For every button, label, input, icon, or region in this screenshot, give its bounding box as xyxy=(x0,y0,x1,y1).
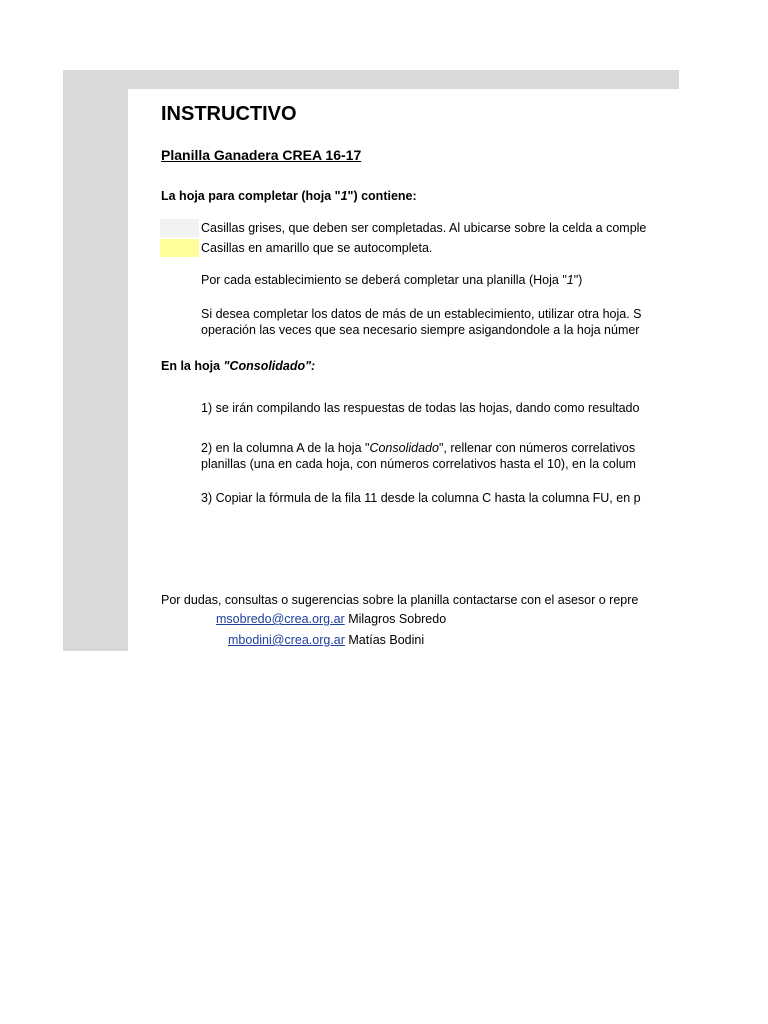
grey-cell-description: Casillas grises, que deben ser completadas. Al ubicarse sobre la celda a comple xyxy=(201,221,647,235)
page-subtitle: Planilla Ganadera CREA 16-17 xyxy=(161,147,362,163)
contact-name-sobredo: Milagros Sobredo xyxy=(344,612,447,626)
multi-establishment-line1: Si desea completar los datos de más de un establecimiento, utilizar otra hoja. S xyxy=(201,307,642,321)
email-link-mbodini[interactable]: mbodini@crea.org.ar xyxy=(228,633,345,647)
multi-establishment-line2: operación las veces que sea necesario siempre asigandondole a la hoja númer xyxy=(201,323,640,337)
yellow-cell-swatch xyxy=(160,239,199,257)
consolidado-item-2: 2) en la columna A de la hoja "Consolidado", rellenar con números correlativos xyxy=(201,441,636,455)
contact-name-bodini: Matías Bodini xyxy=(344,633,425,647)
instructions-page xyxy=(128,89,679,651)
consolidado-item-2-line2: planillas (una en cada hoja, con números correlativos hasta el 10), en la colum xyxy=(201,457,636,471)
contact-row-sobredo xyxy=(216,612,446,626)
hoja-section-heading: La hoja para completar (hoja "1") contiene: xyxy=(161,189,417,203)
per-establishment-note: Por cada establecimiento se deberá completar una planilla (Hoja "1") xyxy=(201,273,583,287)
grey-cell-swatch xyxy=(160,219,199,237)
consolidado-item-3: 3) Copiar la fórmula de la fila 11 desde la columna C hasta la columna FU, en p xyxy=(201,491,641,505)
consolidado-section-heading: En la hoja "Consolidado": xyxy=(161,359,316,373)
consolidado-item-1: 1) se irán compilando las respuestas de todas las hojas, dando como resultado xyxy=(201,401,640,415)
contact-intro: Por dudas, consultas o sugerencias sobre la planilla contactarse con el asesor o repre xyxy=(161,593,639,607)
email-link-msobredo[interactable]: msobredo@crea.org.ar xyxy=(216,612,345,626)
page-title: INSTRUCTIVO xyxy=(161,103,297,125)
yellow-cell-description: Casillas en amarillo que se autocompleta. xyxy=(201,241,433,255)
contact-row-bodini xyxy=(228,633,424,647)
